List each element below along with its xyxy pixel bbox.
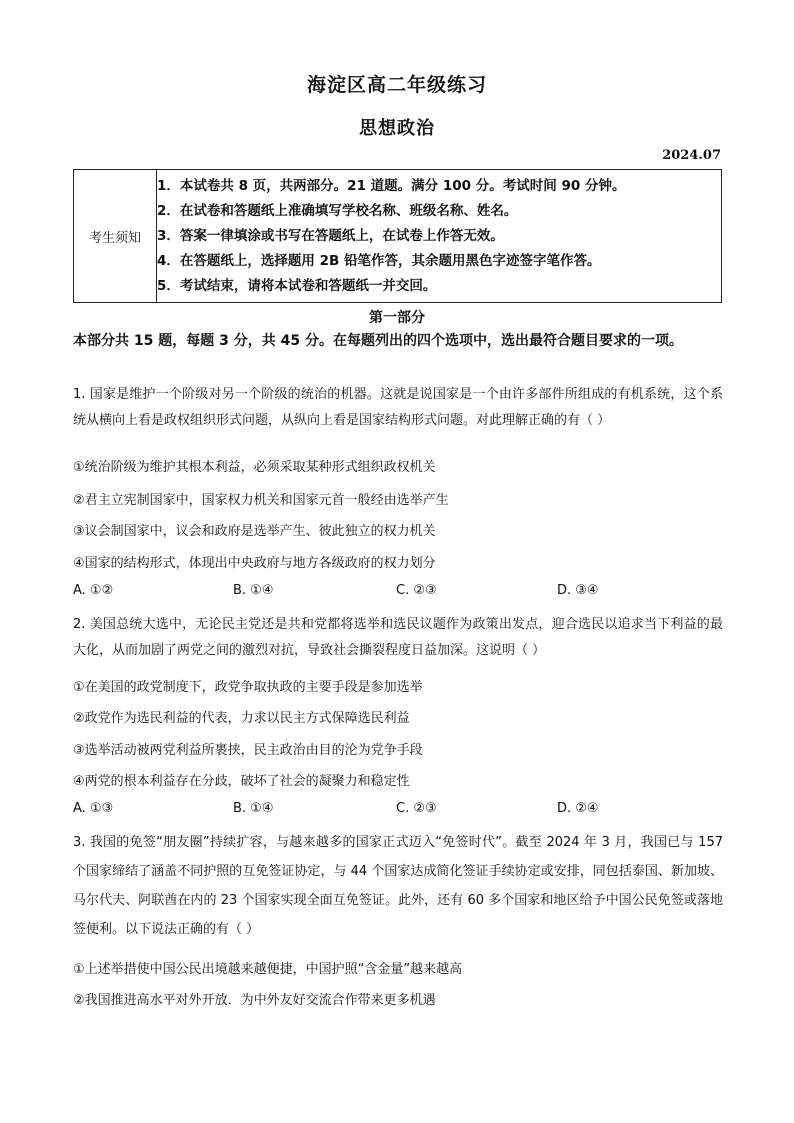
option-b: B. ①④ [233,801,274,816]
statement: ①上述举措使中国公民出境越来越便捷，中国护照“含金量”越来越高 [73,962,463,977]
statement: ②君主立宪制国家中，国家权力机关和国家元首一般经由选举产生 [73,493,449,508]
notice-item: 3．答案一律填涂或书写在答题纸上，在试卷上作答无效。 [157,227,504,244]
exam-date: 2024.07 [662,148,721,163]
statement: ④两党的根本利益存在分歧，破坏了社会的凝聚力和稳定性 [73,774,410,789]
statement: ②政党作为选民利益的代表，力求以民主方式保障选民利益 [73,711,410,726]
question-stem: 1. 国家是维护一个阶级对另一个阶级的统治的机器。这就是说国家是一个由许多部件所组成的有机系统，这个系统从横向上看是政权组织形式问题，从纵向上看是国家结构形式问题。对此理解正确的有（ ） [73,387,723,428]
part-instruction: 本部分共 15 题，每题 3 分，共 45 分。在每题列出的四个选项中，选出最符合题目要求的一项。 [73,333,683,349]
notice-item: 1．本试卷共 8 页，共两部分。21 道题。满分 100 分。考试时间 90 分钟。 [157,177,626,194]
statement: ②我国推进高水平对外开放．为中外友好交流合作带来更多机遇 [73,993,436,1008]
option-a: A. ①③ [73,801,114,816]
exam-title: 海淀区高二年级练习 [306,74,487,96]
statement: ③议会制国家中，议会和政府是选举产生、彼此独立的权力机关 [73,524,436,539]
notice-items [157,170,722,303]
question-stem: 2. 美国总统大选中，无论民主党还是共和党都将选举和选民议题作为政策出发点，迎合选民以追求当下利益的最大化，从而加剧了两党之间的激烈对抗，导致社会撕裂程度日益加深。这说明（ ） [73,617,723,658]
statement: ④国家的结构形式，体现出中央政府与地方各级政府的权力划分 [73,556,436,571]
notice-item: 5．考试结束，请将本试卷和答题纸一并交回。 [157,277,437,294]
option-c: C. ②③ [396,801,437,816]
notice-item: 4．在答题纸上，选择题用 2B 铅笔作答，其余题用黑色字迹签字笔作答。 [157,252,601,269]
part-title: 第一部分 [369,310,425,326]
statement: ①统治阶级为维护其根本利益，必须采取某种形式组织政权机关 [73,460,436,475]
notice-table [73,169,722,303]
option-c: C. ②③ [396,583,437,598]
notice-label: 考生须知 [74,170,157,303]
statement: ③选举活动被两党利益所裹挟，民主政治由目的沦为党争手段 [73,743,423,758]
option-a: A. ①② [73,583,114,598]
option-d: D. ③④ [557,583,599,598]
subject-title: 思想政治 [359,118,435,139]
question-stem: 3. 我国的免签“朋友圈”持续扩容，与越来越多的国家正式迈入“免签时代”。截至 2024 年 3 月，我国已与 157 个国家缔结了涵盖不同护照的互免签证协定，与 44 个国家达成简化签证手续协定或安排，同包括泰国、新加坡、马尔代夫、阿联酋在内的 23 个国家实现全面互免签证。此外，还有 60 多个国家和地区给予中国公民免签或落地签便利。以下说法正确的有（ ） [73,835,723,937]
option-b: B. ①④ [233,583,274,598]
option-d: D. ②④ [557,801,599,816]
statement: ①在美国的政党制度下，政党争取执政的主要手段是参加选举 [73,680,423,695]
notice-item: 2．在试卷和答题纸上准确填写学校名称、班级名称、姓名。 [157,202,518,219]
